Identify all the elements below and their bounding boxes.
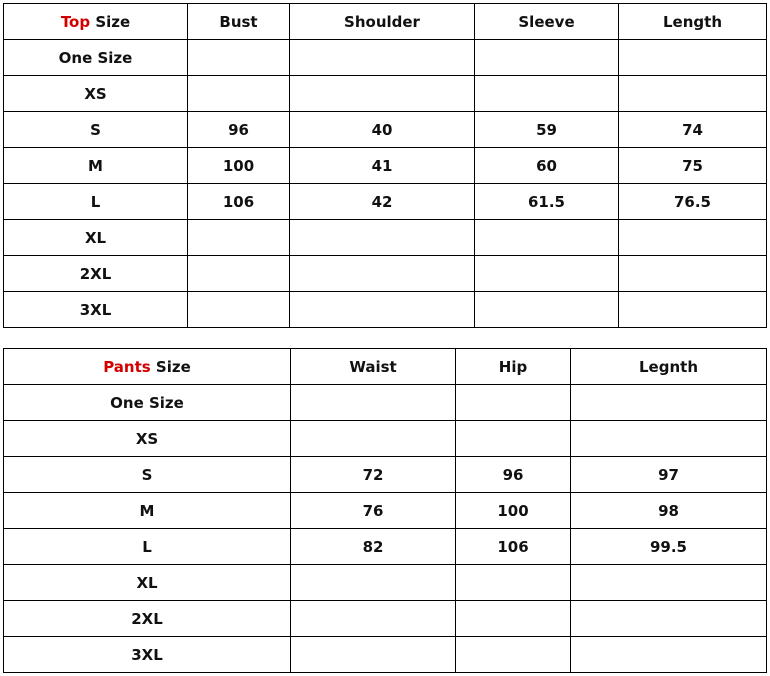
table-row	[4, 40, 767, 76]
shoulder-cell	[290, 292, 475, 328]
size-header-suffix: Size	[150, 357, 191, 376]
sleeve-cell: 60	[475, 148, 619, 184]
length-cell	[571, 421, 767, 457]
length-cell	[571, 637, 767, 673]
waist-cell	[291, 637, 456, 673]
hip-header: Hip	[456, 349, 571, 385]
waist-cell: 82	[291, 529, 456, 565]
shoulder-cell: 42	[290, 184, 475, 220]
size-cell: 3XL	[4, 637, 291, 673]
table-row	[4, 292, 767, 328]
size-header-prefix: Pants	[103, 357, 151, 376]
table-row	[4, 184, 767, 220]
table-row	[4, 421, 767, 457]
length-cell	[571, 601, 767, 637]
waist-cell	[291, 421, 456, 457]
waist-cell	[291, 385, 456, 421]
length-cell	[571, 565, 767, 601]
table-row	[4, 220, 767, 256]
table-row	[4, 565, 767, 601]
size-cell: S	[4, 112, 188, 148]
waist-cell	[291, 601, 456, 637]
size-cell: XL	[4, 220, 188, 256]
hip-cell	[456, 601, 571, 637]
sleeve-cell: 61.5	[475, 184, 619, 220]
table-row	[4, 256, 767, 292]
length-cell	[619, 76, 767, 112]
shoulder-cell	[290, 40, 475, 76]
length-cell: 76.5	[619, 184, 767, 220]
length-cell: 99.5	[571, 529, 767, 565]
length-cell	[619, 40, 767, 76]
bust-cell: 106	[188, 184, 290, 220]
length-cell	[619, 292, 767, 328]
bust-cell	[188, 256, 290, 292]
sleeve-cell	[475, 40, 619, 76]
length-cell: 97	[571, 457, 767, 493]
waist-cell	[291, 565, 456, 601]
hip-cell: 100	[456, 493, 571, 529]
bust-cell: 100	[188, 148, 290, 184]
waist-cell: 76	[291, 493, 456, 529]
size-cell: L	[4, 529, 291, 565]
size-cell: S	[4, 457, 291, 493]
shoulder-cell	[290, 256, 475, 292]
size-cell: One Size	[4, 40, 188, 76]
waist-cell: 72	[291, 457, 456, 493]
length-header: Legnth	[571, 349, 767, 385]
sleeve-cell: 59	[475, 112, 619, 148]
size-header	[4, 349, 291, 385]
sleeve-cell	[475, 76, 619, 112]
size-cell: 2XL	[4, 601, 291, 637]
sleeve-cell	[475, 292, 619, 328]
bust-cell	[188, 76, 290, 112]
size-cell: L	[4, 184, 188, 220]
hip-cell	[456, 565, 571, 601]
hip-cell	[456, 385, 571, 421]
bust-cell	[188, 40, 290, 76]
size-cell: 3XL	[4, 292, 188, 328]
hip-cell	[456, 421, 571, 457]
length-cell	[571, 385, 767, 421]
size-cell: XS	[4, 421, 291, 457]
table-header-row	[4, 349, 767, 385]
length-cell: 98	[571, 493, 767, 529]
length-header: Length	[619, 4, 767, 40]
size-header-suffix: Size	[90, 12, 131, 31]
hip-cell: 96	[456, 457, 571, 493]
table-row	[4, 76, 767, 112]
size-header-prefix: Top	[60, 12, 91, 31]
hip-cell: 106	[456, 529, 571, 565]
table-row	[4, 601, 767, 637]
table-header-row	[4, 4, 767, 40]
length-cell: 74	[619, 112, 767, 148]
bust-cell	[188, 292, 290, 328]
pants-size-table	[3, 348, 767, 673]
table-row	[4, 637, 767, 673]
length-cell	[619, 256, 767, 292]
sleeve-cell	[475, 220, 619, 256]
table-row	[4, 529, 767, 565]
length-cell	[619, 220, 767, 256]
bust-header: Bust	[188, 4, 290, 40]
shoulder-cell	[290, 220, 475, 256]
size-cell: XS	[4, 76, 188, 112]
sleeve-header: Sleeve	[475, 4, 619, 40]
table-row	[4, 493, 767, 529]
size-cell: 2XL	[4, 256, 188, 292]
table-row	[4, 457, 767, 493]
waist-header: Waist	[291, 349, 456, 385]
size-cell: M	[4, 493, 291, 529]
sleeve-cell	[475, 256, 619, 292]
size-header	[4, 4, 188, 40]
size-cell: M	[4, 148, 188, 184]
bust-cell	[188, 220, 290, 256]
table-row	[4, 148, 767, 184]
table-row	[4, 112, 767, 148]
shoulder-cell	[290, 76, 475, 112]
shoulder-cell: 40	[290, 112, 475, 148]
shoulder-header: Shoulder	[290, 4, 475, 40]
top-size-table	[3, 3, 767, 328]
table-row	[4, 385, 767, 421]
shoulder-cell: 41	[290, 148, 475, 184]
size-cell: XL	[4, 565, 291, 601]
bust-cell: 96	[188, 112, 290, 148]
hip-cell	[456, 637, 571, 673]
length-cell: 75	[619, 148, 767, 184]
size-cell: One Size	[4, 385, 291, 421]
